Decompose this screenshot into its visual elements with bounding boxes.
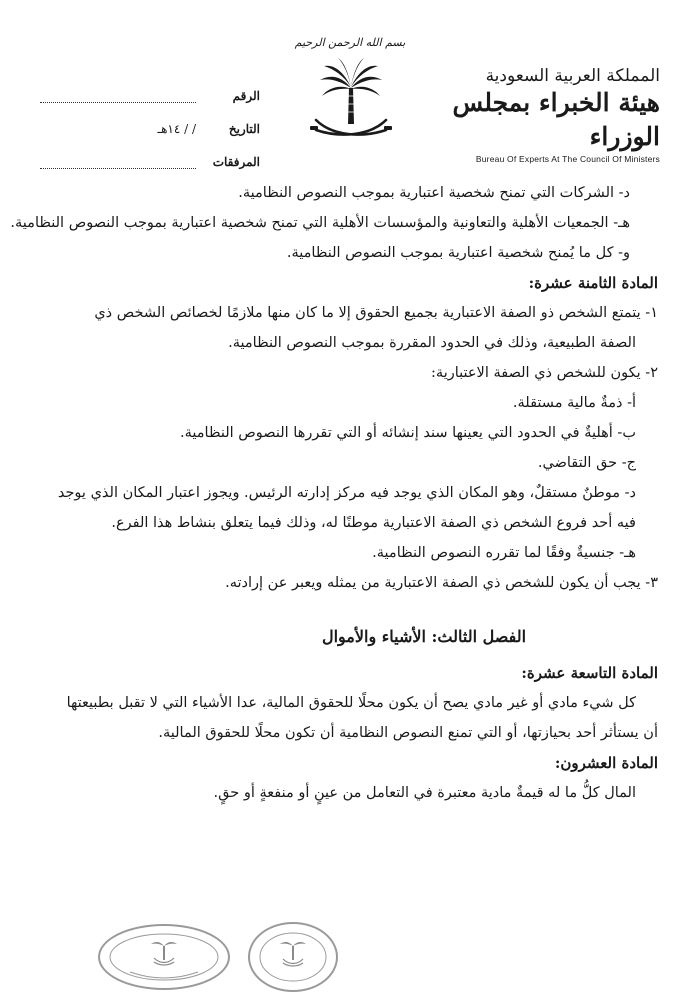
org-country: المملكة العربية السعودية (485, 66, 660, 86)
palm-swords-emblem-icon (308, 54, 394, 146)
paragraph-line: أن يستأثر أحد بحيازتها، أو التي تمنع النصوص النظامية أن تكون محلًا للحقوق المالية. (158, 725, 658, 741)
number-blank-line (40, 88, 196, 103)
reference-fields (40, 70, 260, 169)
org-name-english: Bureau Of Experts At The Council Of Ministers (475, 154, 660, 164)
list-item: د- موطنٌ مستقلٌ، وهو المكان الذي يوجد فيه مركز إدارته الرئيس. ويجوز اعتبار المكان الذي يوجد (57, 485, 636, 501)
date-label: التاريخ (228, 122, 260, 136)
article-18-title: المادة الثامنة عشرة: (528, 274, 658, 292)
list-item: ج- حق التقاضي. (537, 455, 636, 471)
official-seal-right (248, 922, 338, 992)
list-item: هـ- الجمعيات الأهلية والتعاونية والمؤسسات الأهلية التي تمنح شخصية اعتبارية بموجب النصوص النظامية. (10, 215, 630, 231)
date-field (40, 103, 260, 136)
paragraph-line: ٢- يكون للشخص ذي الصفة الاعتبارية: (431, 365, 658, 381)
list-item: د- الشركات التي تمنح شخصية اعتبارية بموجب النصوص النظامية. (238, 185, 630, 201)
document-body (10, 178, 658, 808)
list-item: أ- ذمةٌ مالية مستقلة. (512, 395, 636, 411)
paragraph-line: فيه أحد فروع الشخص ذي الصفة الاعتبارية موطنًا له، وذلك فيما يتعلق بنشاط هذا الفرع. (111, 515, 636, 531)
number-label: الرقم (232, 89, 260, 103)
number-field (40, 70, 260, 103)
paragraph-line: المال كلُّ ما له قيمةٌ مادية معتبرة في التعامل من عينٍ أو منفعةٍ أو حقٍ. (213, 785, 636, 801)
basmala: بسم الله الرحمن الرحيم (294, 36, 406, 49)
attachments-field (40, 136, 260, 169)
paragraph-line: الصفة الطبيعية، وذلك في الحدود المقررة بموجب النصوص النظامية. (228, 335, 636, 351)
attachments-label: المرفقات (212, 155, 260, 169)
attachments-blank-line (40, 154, 196, 169)
paragraph-line: ١- يتمتع الشخص ذو الصفة الاعتبارية بجميع الحقوق إلا ما كان منها ملازمًا لخصائص الشخص ذي (94, 305, 658, 321)
chapter-3-title: الفصل الثالث: الأشياء والأموال (321, 627, 527, 646)
list-item: ب- أهليةٌ في الحدود التي يعينها سند إنشائه أو التي تقررها النصوص النظامية. (180, 425, 636, 441)
seal-emblem-icon (100, 926, 228, 988)
article-19-title: المادة التاسعة عشرة: (521, 664, 658, 682)
list-item: و- كل ما يُمنح شخصية اعتبارية بموجب النصوص النظامية. (286, 245, 630, 261)
org-name-arabic: هيئة الخبراء بمجلس الوزراء (452, 88, 660, 151)
paragraph-line: ٣- يجب أن يكون للشخص ذي الصفة الاعتبارية من يمثله ويعبر عن إرادته. (225, 575, 658, 591)
article-20-title: المادة العشرون: (554, 754, 658, 772)
official-seal-left (98, 924, 230, 990)
organization-header (450, 66, 660, 164)
list-item: هـ- جنسيةٌ وفقًا لما تقرره النصوص النظامية. (372, 545, 636, 561)
date-value: / / ١٤هـ (157, 122, 196, 136)
paragraph-line: كل شيء مادي أو غير مادي يصح أن يكون محلًا للحقوق المالية، عدا الأشياء التي لا تقبل بطبيعتها (66, 695, 636, 711)
seal-emblem-icon (250, 924, 336, 990)
